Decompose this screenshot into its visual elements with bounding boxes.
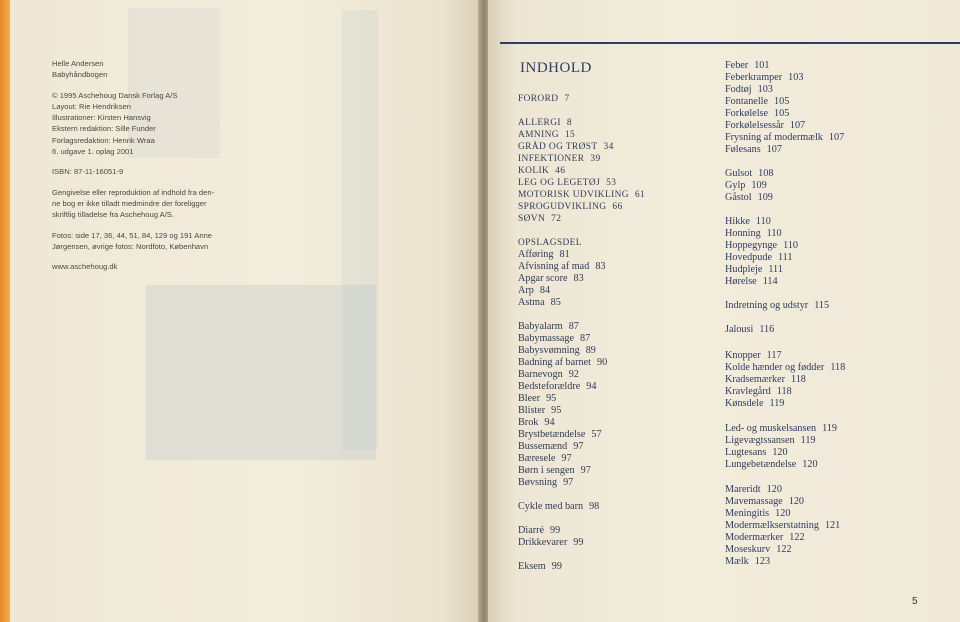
- toc-entry: [518, 129, 575, 141]
- toc-entry: [518, 345, 596, 357]
- toc-entry-page: 84: [539, 285, 551, 296]
- toc-entry: [518, 453, 572, 465]
- imprint-line: Illustrationer: Kirsten Hansvig: [52, 113, 151, 123]
- toc-entry: [725, 264, 783, 276]
- toc-entry: [518, 333, 590, 345]
- toc-entry-page: 107: [789, 120, 806, 131]
- toc-entry: [518, 153, 601, 165]
- toc-entry-page: 111: [777, 252, 793, 263]
- toc-title: INDHOLD: [520, 60, 592, 76]
- toc-entry: [725, 508, 790, 520]
- toc-entry: [518, 297, 561, 309]
- show-through-column: [342, 10, 378, 450]
- toc-entry-label: Apgar score: [518, 273, 568, 284]
- toc-entry-label: Kolde hænder og fødder: [725, 362, 825, 373]
- toc-entry-page: 99: [573, 537, 584, 548]
- toc-entry-page: 101: [754, 60, 770, 71]
- toc-entry-label: Forkølelse: [725, 108, 769, 119]
- toc-entry: [725, 496, 804, 508]
- toc-entry-page: 98: [589, 501, 600, 512]
- toc-entry-label: Astma: [518, 297, 545, 308]
- toc-entry: [518, 525, 560, 537]
- toc-entry: [725, 374, 806, 386]
- toc-entry-page: 120: [788, 496, 804, 507]
- toc-entry-page: 46: [555, 166, 566, 176]
- toc-entry: [518, 381, 596, 393]
- toc-entry-page: 110: [783, 240, 798, 251]
- toc-entry: [725, 192, 773, 204]
- toc-entry-label: Mareridt: [725, 484, 761, 495]
- toc-entry-label: Feberkramper: [725, 72, 783, 83]
- imprint-line: Gengivelse eller reproduktion af indhold fra den-: [52, 187, 215, 197]
- toc-entry-label: Bleer: [518, 393, 541, 404]
- imprint-line: Layout: Rie Hendriksen: [52, 101, 131, 111]
- toc-entry: [725, 132, 844, 144]
- toc-entry: [725, 300, 829, 312]
- page-number: 5: [912, 596, 918, 607]
- toc-entry: [518, 393, 556, 405]
- toc-entry-page: 120: [772, 447, 788, 458]
- toc-entry: [725, 60, 769, 72]
- toc-entry: [518, 501, 599, 513]
- toc-entry-page: 8: [566, 118, 572, 128]
- toc-entry: [518, 165, 565, 177]
- toc-entry: [518, 357, 607, 369]
- toc-entry-page: 114: [762, 276, 778, 287]
- toc-entry-page: 72: [551, 214, 562, 224]
- toc-entry-page: 99: [550, 525, 561, 536]
- toc-entry-page: 110: [755, 216, 771, 227]
- toc-entry: [725, 276, 778, 288]
- toc-entry: [725, 108, 789, 120]
- toc-entry-label: SPROGUDVIKLING: [518, 202, 607, 212]
- toc-entry-page: 105: [774, 96, 790, 107]
- toc-entry-label: GRÅD OG TRØST: [518, 142, 598, 152]
- toc-entry-label: Diarré: [518, 525, 545, 536]
- header-rule: [500, 42, 960, 44]
- toc-entry: [725, 520, 840, 532]
- toc-entry-label: Bedsteforældre: [518, 381, 581, 392]
- toc-entry: [725, 228, 782, 240]
- toc-entry-label: Badning af barnet: [518, 357, 591, 368]
- toc-entry-page: 103: [757, 84, 773, 95]
- toc-entry-label: Ligevægtssansen: [725, 435, 795, 446]
- toc-entry: [518, 429, 602, 441]
- toc-entry: [518, 465, 591, 477]
- toc-entry-label: Modermærker: [725, 532, 784, 543]
- toc-entry-page: 109: [751, 180, 767, 191]
- toc-entry: [518, 189, 645, 201]
- imprint-line: Fotos: side 17, 36, 44, 51, 84, 129 og 191 Anne: [52, 230, 213, 240]
- toc-entry-page: 97: [580, 465, 591, 476]
- toc-entry-page: 120: [802, 459, 818, 470]
- toc-entry-label: OPSLAGSDEL: [518, 238, 582, 248]
- toc-entry-page: 94: [586, 381, 597, 392]
- toc-entry: [725, 532, 805, 544]
- toc-entry: [518, 405, 561, 417]
- toc-entry: [518, 237, 582, 249]
- toc-entry-label: LEG OG LEGETØJ: [518, 178, 601, 188]
- toc-entry-page: 97: [563, 477, 574, 488]
- toc-entry: [725, 324, 774, 336]
- toc-entry-page: 116: [759, 324, 775, 335]
- toc-entry-label: Babyalarm: [518, 321, 563, 332]
- toc-entry-page: 122: [789, 532, 805, 543]
- toc-entry: [725, 252, 793, 264]
- toc-entry-page: 117: [766, 350, 782, 361]
- toc-entry-label: Afvisning af mad: [518, 261, 590, 272]
- toc-entry-label: Babymassage: [518, 333, 575, 344]
- toc-entry-page: 123: [754, 556, 771, 567]
- toc-entry: [725, 240, 798, 252]
- toc-entry-label: AMNING: [518, 130, 559, 140]
- toc-entry-label: Frysning af modermælk: [725, 132, 823, 143]
- toc-entry-page: 34: [603, 142, 614, 152]
- imprint-line: © 1995 Aschehoug Dansk Forlag A/S: [52, 90, 178, 100]
- toc-entry-label: Honning: [725, 228, 761, 239]
- toc-entry-page: 81: [559, 249, 570, 260]
- toc-entry: [518, 117, 572, 129]
- toc-entry-page: 118: [776, 386, 792, 397]
- toc-entry-label: Hudpleje: [725, 264, 763, 275]
- toc-entry-page: 107: [828, 132, 845, 143]
- toc-entry-label: ALLERGI: [518, 118, 561, 128]
- toc-entry: [725, 350, 782, 362]
- toc-entry-label: Gylp: [725, 180, 746, 191]
- toc-entry: [725, 168, 773, 180]
- toc-entry-label: Eksem: [518, 561, 546, 572]
- imprint-line: ISBN: 87-11-16051-9: [52, 167, 124, 177]
- toc-entry-label: Moseskurv: [725, 544, 771, 555]
- toc-entry-page: 97: [561, 453, 572, 464]
- toc-entry-label: Følesans: [725, 144, 761, 155]
- toc-entry: [518, 477, 573, 489]
- toc-entry: [725, 84, 773, 96]
- toc-entry-label: Jalousi: [725, 324, 754, 335]
- toc-entry: [518, 285, 550, 297]
- toc-entry: [725, 447, 788, 459]
- toc-entry-page: 120: [766, 484, 782, 495]
- toc-entry-page: 107: [766, 144, 782, 155]
- toc-entry-label: Arp: [518, 285, 534, 296]
- toc-entry: [725, 556, 770, 568]
- toc-entry-label: MOTORISK UDVIKLING: [518, 190, 629, 200]
- imprint-line: skriftlig tilladelse fra Aschehoug A/S.: [52, 210, 174, 220]
- toc-entry-page: 110: [766, 228, 782, 239]
- toc-entry-label: Led- og muskelsansen: [725, 423, 817, 434]
- toc-entry: [518, 213, 561, 225]
- toc-entry: [725, 180, 767, 192]
- toc-entry-page: 122: [776, 544, 792, 555]
- toc-entry-page: 94: [544, 417, 555, 428]
- toc-entry-label: Forkølelsessår: [725, 120, 784, 131]
- toc-entry-label: Drikkevarer: [518, 537, 568, 548]
- toc-entry-page: 121: [824, 520, 841, 531]
- toc-entry-label: Indretning og udstyr: [725, 300, 809, 311]
- toc-entry: [725, 72, 803, 84]
- toc-entry-page: 85: [550, 297, 561, 308]
- toc-entry-label: Modermælkserstatning: [725, 520, 819, 531]
- toc-entry: [518, 249, 570, 261]
- toc-entry-label: Hørelse: [725, 276, 757, 287]
- toc-entry-page: 87: [568, 321, 579, 332]
- toc-entry-page: 115: [814, 300, 830, 311]
- toc-entry-label: Feber: [725, 60, 749, 71]
- imprint-line: Jørgensen, øvrige fotos: Nordfoto, København: [52, 241, 209, 251]
- toc-entry-label: Babysvømning: [518, 345, 580, 356]
- toc-entry-label: Blister: [518, 405, 546, 416]
- toc-entry: [518, 201, 623, 213]
- toc-entry-label: Mælk: [725, 556, 749, 567]
- imprint-spacer: [52, 157, 282, 166]
- toc-entry: [518, 273, 584, 285]
- toc-entry-label: Gulsot: [725, 168, 753, 179]
- toc-entry-page: 118: [830, 362, 846, 373]
- toc-entry: [725, 96, 789, 108]
- imprint-block: [52, 58, 282, 272]
- imprint-line: www.aschehoug.dk: [52, 262, 118, 272]
- toc-entry-label: Knopper: [725, 350, 761, 361]
- toc-entry-page: 103: [788, 72, 804, 83]
- toc-entry: [518, 177, 616, 189]
- toc-entry-page: 90: [596, 357, 608, 368]
- toc-entry-page: 119: [800, 435, 816, 446]
- imprint-line: ne bog er ikke tilladt medmindre der foreligger: [52, 198, 207, 208]
- toc-entry-label: Bæresele: [518, 453, 556, 464]
- toc-entry-label: Hoppegynge: [725, 240, 778, 251]
- toc-entry-label: Fontanelle: [725, 96, 769, 107]
- toc-entry-label: Lugtesans: [725, 447, 767, 458]
- toc-entry-page: 99: [551, 561, 562, 572]
- toc-entry: [725, 362, 845, 374]
- imprint-spacer: [52, 252, 282, 261]
- toc-entry: [725, 435, 816, 447]
- toc-entry: [725, 398, 784, 410]
- toc-entry: [518, 369, 579, 381]
- toc-entry-page: 109: [757, 192, 773, 203]
- toc-entry-label: Cykle med barn: [518, 501, 584, 512]
- toc-entry-label: Afføring: [518, 249, 554, 260]
- imprint-line: Forlagsredaktion: Henrik Wraa: [52, 135, 155, 145]
- imprint-line: Ekstern redaktion: Sille Funder: [52, 124, 156, 134]
- imprint-spacer: [52, 178, 282, 187]
- toc-entry: [725, 423, 837, 435]
- toc-entry-page: 118: [790, 374, 806, 385]
- imprint-spacer: [52, 221, 282, 230]
- toc-entry: [518, 261, 606, 273]
- toc-entry-label: Fodtøj: [725, 84, 752, 95]
- toc-entry-label: Hovedpude: [725, 252, 772, 263]
- toc-entry-label: FORORD: [518, 94, 559, 104]
- toc-entry-label: Brok: [518, 417, 539, 428]
- toc-entry-page: 92: [568, 369, 579, 380]
- imprint-line: 6. udgave 1. oplag 2001: [52, 147, 134, 157]
- toc-entry-page: 108: [758, 168, 774, 179]
- toc-entry-page: 39: [590, 154, 601, 164]
- toc-entry-label: Kønsdele: [725, 398, 764, 409]
- toc-entry: [518, 141, 614, 153]
- toc-entry: [725, 144, 782, 156]
- toc-entry: [518, 417, 555, 429]
- toc-entry-page: 111: [768, 264, 783, 275]
- toc-entry-label: Bussemænd: [518, 441, 568, 452]
- toc-entry: [518, 441, 583, 453]
- toc-entry-page: 15: [564, 130, 576, 140]
- toc-entry-page: 89: [585, 345, 596, 356]
- toc-entry-label: Kravlegård: [725, 386, 771, 397]
- toc-entry-label: SØVN: [518, 214, 546, 224]
- toc-entry-label: Gåstol: [725, 192, 752, 203]
- toc-entry-page: 83: [595, 261, 606, 272]
- toc-entry: [725, 120, 805, 132]
- toc-entry-label: Hikke: [725, 216, 750, 227]
- toc-entry: [725, 216, 771, 228]
- toc-entry: [518, 93, 570, 105]
- toc-entry-page: 95: [546, 393, 557, 404]
- toc-entry-page: 53: [606, 178, 617, 188]
- toc-entry-label: Lungebetændelse: [725, 459, 797, 470]
- toc-entry: [518, 321, 579, 333]
- toc-entry-page: 66: [612, 202, 623, 212]
- toc-entry: [518, 537, 583, 549]
- toc-entry-page: 87: [580, 333, 591, 344]
- toc-entry-label: Meningitis: [725, 508, 770, 519]
- toc-entry: [518, 561, 562, 573]
- toc-entry-page: 57: [591, 429, 602, 440]
- toc-entry-label: KOLIK: [518, 166, 550, 176]
- imprint-line: Helle Andersen: [52, 59, 104, 68]
- toc-entry: [725, 459, 818, 471]
- imprint-line: Babyhåndbogen: [52, 70, 108, 80]
- imprint-spacer: [52, 81, 282, 90]
- toc-entry: [725, 544, 792, 556]
- toc-entry-page: 97: [573, 441, 584, 452]
- toc-entry-page: 119: [769, 398, 785, 409]
- toc-entry-label: INFEKTIONER: [518, 154, 585, 164]
- toc-entry-page: 120: [775, 508, 791, 519]
- toc-entry-page: 105: [774, 108, 790, 119]
- toc-entry-page: 119: [822, 423, 838, 434]
- toc-entry-page: 83: [573, 273, 584, 284]
- toc-entry-label: Bøvsning: [518, 477, 558, 488]
- toc-entry-page: 95: [551, 405, 562, 416]
- toc-entry: [725, 484, 782, 496]
- toc-entry-label: Børn i sengen: [518, 465, 575, 476]
- toc-entry-label: Mavemassage: [725, 496, 783, 507]
- toc-entry-page: 7: [564, 94, 570, 104]
- toc-entry-label: Barnevogn: [518, 369, 563, 380]
- toc-entry-page: 61: [634, 190, 646, 200]
- toc-entry-label: Brystbetændelse: [518, 429, 586, 440]
- toc-entry: [725, 386, 792, 398]
- toc-entry-label: Kradsemærker: [725, 374, 785, 385]
